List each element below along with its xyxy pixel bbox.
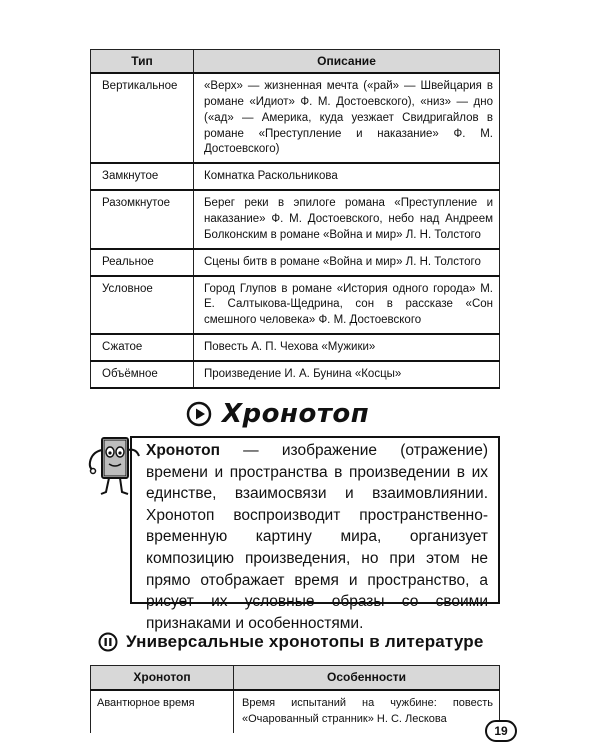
- table-row: [91, 190, 500, 249]
- chronotope-title: Хронотоп: [222, 399, 370, 429]
- table-header-row: [91, 666, 500, 691]
- type-cell: Сжатое: [91, 334, 194, 361]
- description-cell: Повесть А. П. Чехова «Мужики»: [194, 334, 500, 361]
- column-header-type: Тип: [91, 50, 194, 74]
- chronotope-definition: [146, 440, 488, 634]
- table-row: [91, 334, 500, 361]
- type-cell: Условное: [91, 276, 194, 335]
- features-cell: Время испытаний на чужбине: повесть «Очарованный странник» Н. С. Лескова: [234, 690, 500, 733]
- description-cell: Комнатка Раскольникова: [194, 163, 500, 190]
- space-types-table: [90, 49, 500, 389]
- table-row: [91, 361, 500, 388]
- type-cell: Вертикальное: [91, 73, 194, 163]
- pause-circle-icon: [98, 632, 118, 652]
- page-number: 19: [485, 720, 517, 742]
- type-cell: Объёмное: [91, 361, 194, 388]
- description-cell: «Верх» — жизненная мечта («рай» — Швейцария в романе «Идиот» Ф. М. Достоевского), «низ» — дно («ад» — Америка, куда уезжает Свидригайлов в романе «Преступление и наказание» Ф. М. Достоевского): [194, 73, 500, 163]
- definition-box-top-border: [130, 436, 500, 438]
- description-cell: Произведение И. А. Бунина «Косцы»: [194, 361, 500, 388]
- play-circle-icon: [186, 401, 212, 427]
- definition-term: Хронотоп: [146, 442, 220, 459]
- book-mascot-icon: [84, 430, 144, 510]
- table-row: [91, 690, 500, 733]
- type-cell: Замкнутое: [91, 163, 194, 190]
- description-cell: Берег реки в эпилоге романа «Преступление и наказание» Ф. М. Достоевского, небо над Андреем Болконским в романе «Война и мир» Л. Н. Толстого: [194, 190, 500, 249]
- type-cell: Реальное: [91, 249, 194, 276]
- table-row: [91, 276, 500, 335]
- table-row: [91, 163, 500, 190]
- chronotope-heading: [186, 393, 369, 435]
- description-cell: Город Глупов в романе «История одного города» М. Е. Салтыкова-Щедрина, сон в рассказе «Сон смешного человека» Ф. М. Достоевского: [194, 276, 500, 335]
- type-cell: Разомкнутое: [91, 190, 194, 249]
- table-row: [91, 249, 500, 276]
- universal-chronotopes-heading: [98, 632, 484, 652]
- column-header-description: Описание: [194, 50, 500, 74]
- universal-chronotopes-table: [90, 665, 500, 733]
- universal-chronotopes-title: Универсальные хронотопы в литературе: [126, 632, 484, 651]
- column-header-chronotope: Хронотоп: [91, 666, 234, 691]
- definition-body: — изображение (отражение) времени и пространства в произведении в их единстве, взаимосвязи и взаимовлиянии. Хронотоп воспроизводит пространственно-временную картину мира, организует композицию произведения, но при этом не прямо отображает время и пространство, а рисует их условные образы со своими признаками и особенностями.: [146, 442, 488, 632]
- description-cell: Сцены битв в романе «Война и мир» Л. Н. Толстого: [194, 249, 500, 276]
- chronotope-name-cell: Авантюрное время: [91, 690, 234, 733]
- table-header-row: [91, 50, 500, 74]
- table-row: [91, 73, 500, 163]
- column-header-features: Особенности: [234, 666, 500, 691]
